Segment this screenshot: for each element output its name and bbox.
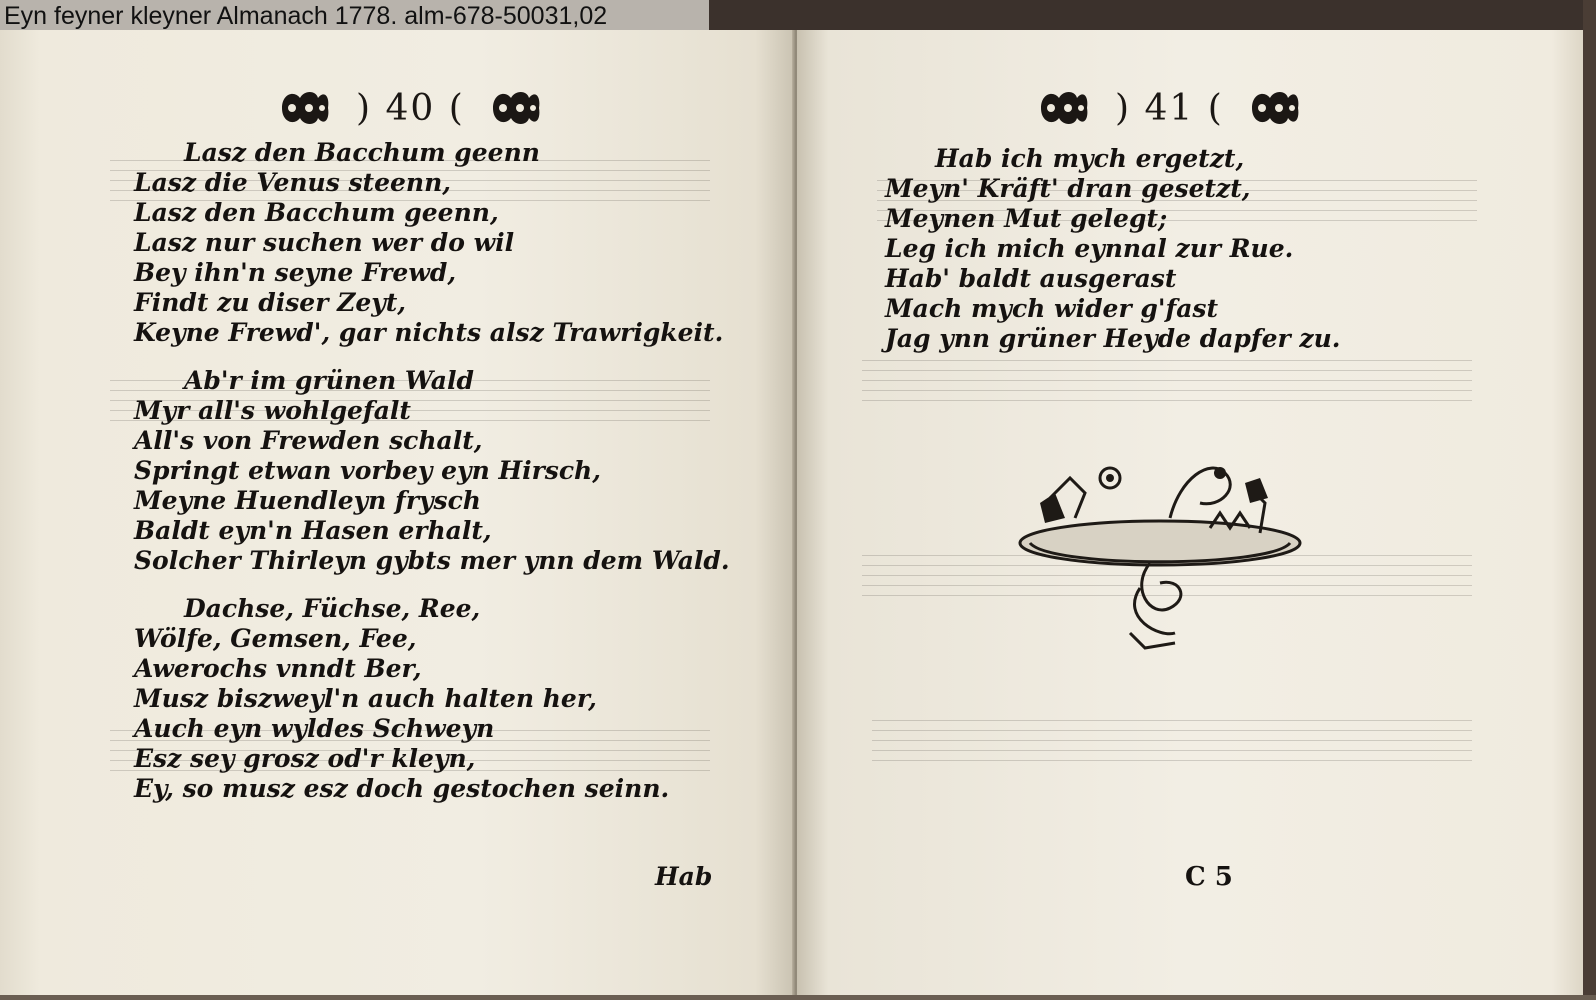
verse-line: Dachse, Füchse, Ree, — [184, 594, 481, 623]
stanza — [134, 366, 730, 576]
stanza — [134, 594, 730, 804]
verse-line: Meyne Huendleyn frysch — [134, 486, 481, 515]
verse-line: Meynen Mut gelegt; — [885, 204, 1168, 233]
page-header — [278, 78, 543, 138]
fleuron-ornament-icon — [489, 86, 543, 130]
verse-line: Bey ihn'n seyne Frewd, — [134, 258, 457, 287]
verse-line: Findt zu diser Zeyt, — [134, 288, 406, 317]
verse-line: Lasz den Bacchum geenn, — [134, 198, 499, 227]
verse-line: Lasz die Venus steenn, — [134, 168, 451, 197]
bottom-edge — [0, 995, 1596, 1000]
verse-line: Mach mych wider g'fast — [885, 294, 1219, 323]
fleuron-ornament-icon — [1248, 86, 1302, 130]
fleuron-ornament-icon — [1037, 86, 1091, 130]
verse-line: All's von Frewden schalt, — [134, 426, 483, 455]
show-through-staff — [872, 720, 1472, 770]
image-caption: Eyn feyner kleyner Almanach 1778. alm-678-50031,02 — [0, 0, 709, 33]
verse-line: Hab' baldt ausgerast — [885, 264, 1177, 293]
left-verse — [134, 138, 730, 822]
verse-line: Jag ynn grüner Heyde dapfer zu. — [885, 324, 1341, 353]
verse-line: Meyn' Kräft' dran gesetzt, — [885, 174, 1251, 203]
verse-line: Esz sey grosz od'r kleyn, — [134, 744, 476, 773]
verse-line: Lasz den Bacchum geenn — [184, 138, 540, 167]
verse-line: Awerochs vnndt Ber, — [134, 654, 422, 683]
verse-line: Solcher Thirleyn gybts mer ynn dem Wald. — [134, 546, 730, 575]
verse-line: Springt etwan vorbey eyn Hirsch, — [134, 456, 601, 485]
left-page — [0, 30, 795, 995]
stanza — [134, 138, 730, 348]
verse-line: Auch eyn wyldes Schweyn — [134, 714, 495, 743]
verse-line: Wölfe, Gemsen, Fee, — [134, 624, 417, 653]
verse-line: Myr all's wohlgefalt — [134, 396, 411, 425]
right-book-edge — [1583, 0, 1596, 1000]
signature-mark: C 5 — [1185, 862, 1233, 892]
catchword: Hab — [655, 862, 713, 891]
right-verse — [885, 144, 1341, 372]
verse-line: Hab ich mych ergetzt, — [935, 144, 1245, 173]
stanza — [885, 144, 1341, 354]
verse-line: Musz biszweyl'n auch halten her, — [134, 684, 597, 713]
page-number: ) 40 ( — [356, 87, 465, 129]
verse-line: Keyne Frewd', gar nichts alsz Trawrigkeit. — [134, 318, 724, 347]
verse-line: Ey, so musz esz doch gestochen seinn. — [134, 774, 670, 803]
verse-line: Leg ich mich eynnal zur Rue. — [885, 234, 1294, 263]
page-number: ) 41 ( — [1115, 87, 1224, 129]
page-header — [1037, 78, 1302, 138]
verse-line: Ab'r im grünen Wald — [184, 366, 474, 395]
vignette-illustration-icon — [1010, 458, 1310, 658]
verse-line: Baldt eyn'n Hasen erhalt, — [134, 516, 492, 545]
verse-line: Lasz nur suchen wer do wil — [134, 228, 515, 257]
fleuron-ornament-icon — [278, 86, 332, 130]
